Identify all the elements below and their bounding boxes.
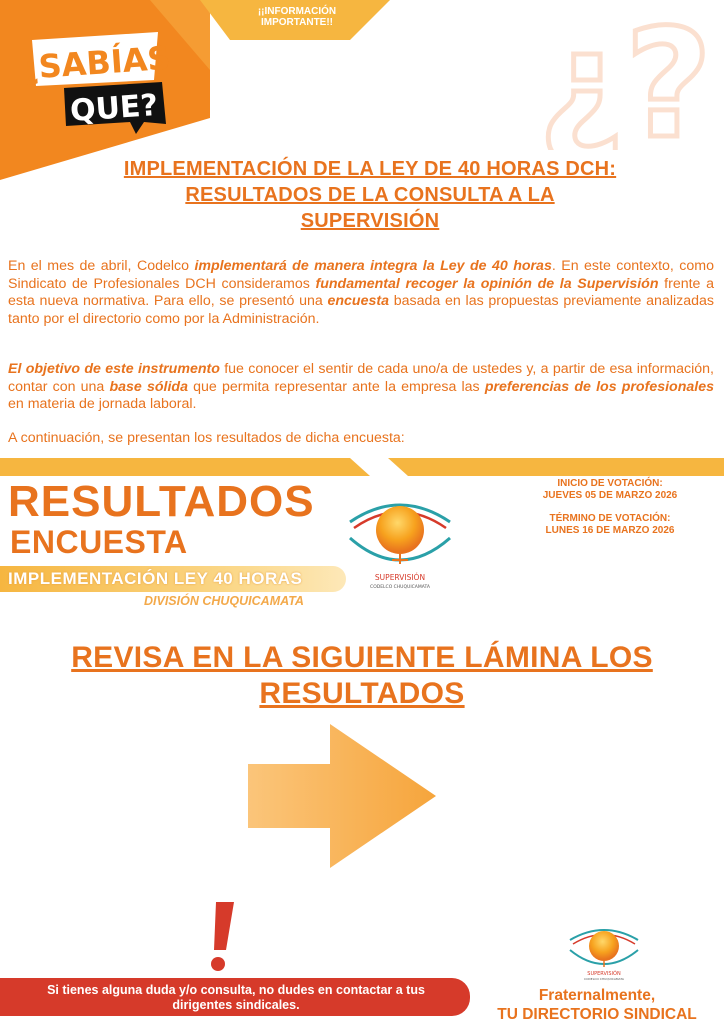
svg-text:¿?: ¿?: [540, 10, 710, 150]
title-line-3: SUPERVISIÓN: [300, 210, 440, 232]
exclamation-icon: [200, 902, 240, 974]
closing-line-2: TU DIRECTORIO SINDICAL: [497, 1006, 697, 1023]
title-line-1: IMPLEMENTACIÓN DE LA LEY DE 40 HORAS DCH:: [123, 158, 617, 180]
closing-signature: [470, 986, 724, 1024]
logo-small-text: SUPERVISIÓN: [587, 971, 621, 977]
voting-dates: [520, 478, 700, 536]
implementation-label: IMPLEMENTACIÓN LEY 40 HORAS: [8, 569, 303, 588]
supervision-logo-small: [566, 922, 642, 982]
results-intro-paragraph: A continuación, se presentan los resultados de dicha encuesta:: [8, 430, 405, 446]
contact-line-2: dirigentes sindicales.: [172, 998, 300, 1012]
vote-start-label: INICIO DE VOTACIÓN:: [557, 478, 663, 489]
revisa-line-2: RESULTADOS: [259, 677, 465, 710]
division-label: DIVISIÓN CHUQUICAMATA: [144, 594, 304, 608]
info-tab-text: ¡¡INFORMACIÓN IMPORTANTE!!: [257, 6, 337, 28]
arrow-right-icon: [248, 724, 436, 868]
vote-end-date: LUNES 16 DE MARZO 2026: [545, 524, 675, 536]
revisa-line-1: REVISA EN LA SIGUIENTE LÁMINA LOS: [71, 641, 653, 674]
intro-paragraph: En el mes de abril, Codelco implementará de manera integra la Ley de 40 horas. En este contexto, como Sindicato de Profesionales DCH consideramos fundamental recoger la opinión de la Supervisión frente a esta nueva normativa. Para ello, se presentó una encuesta basada en las propuestas previamente analizadas tanto por el directorio como por la Administración.: [8, 258, 714, 327]
results-title: RESULTADOS: [8, 477, 315, 526]
title-line-2: RESULTADOS DE LA CONSULTA A LA: [185, 184, 555, 206]
closing-line-1: Fraternalmente,: [538, 987, 656, 1004]
sabias-text: ¿SABÍAS: [26, 38, 172, 88]
contact-line-1: Si tienes alguna duda y/o consulta, no dudes en contactar a tus: [47, 983, 425, 997]
contact-text: [6, 983, 466, 1013]
banner-stripe-right: [388, 458, 724, 476]
vote-end-label: TÉRMINO DE VOTACIÓN:: [549, 513, 671, 524]
logo-small-subtext: CODELCO CHUQUICAMATA: [584, 977, 624, 981]
logo-subtext: CODELCO CHUQUICAMATA: [370, 585, 430, 590]
banner-stripe-left: [0, 458, 370, 476]
supervision-logo: [344, 492, 456, 592]
logo-text: SUPERVISIÓN: [374, 573, 426, 582]
revisa-heading: [20, 640, 704, 712]
results-subtitle: ENCUESTA: [10, 524, 188, 560]
sabias-que-logo: [26, 30, 176, 134]
que-text: QUE?: [69, 87, 160, 130]
vote-start-date: JUEVES 05 DE MARZO 2026: [542, 489, 678, 501]
question-mark-decoration: [540, 10, 710, 150]
objective-paragraph: El objetivo de este instrumento fue conocer el sentir de cada uno/a de ustedes y, a partir de esa información, contar con una base sólida que permita representar ante la empresa las preferencias de los profesionales en materia de jornada laboral.: [8, 361, 714, 412]
page-title: [80, 156, 660, 234]
